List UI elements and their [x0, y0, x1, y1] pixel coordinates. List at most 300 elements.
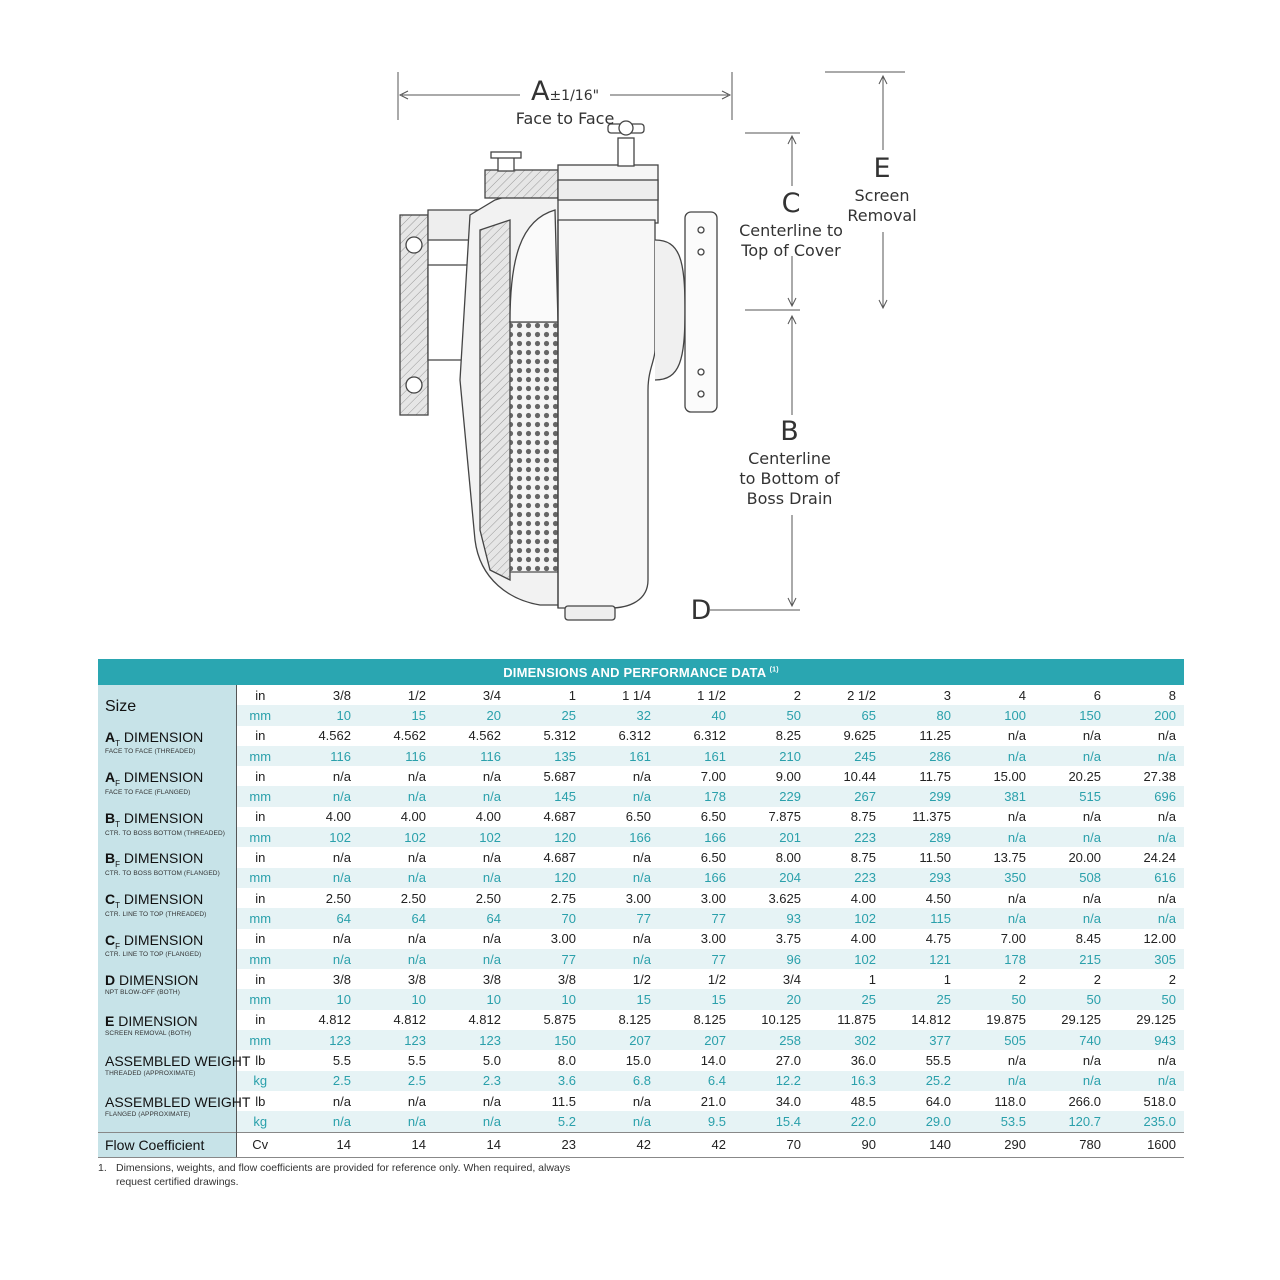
value-cell: 2.50: [434, 888, 509, 908]
value-cell: 115: [884, 908, 959, 928]
row-label-text: DIMENSION: [114, 1012, 198, 1029]
value-cell: 12.2: [734, 1071, 809, 1091]
value-cell: 305: [1109, 949, 1184, 969]
size-mm-cell: 15: [359, 705, 434, 725]
value-cell: 299: [884, 786, 959, 806]
unit-cell: in: [236, 969, 284, 989]
value-cell: 8.00: [734, 847, 809, 867]
row-label-text: ASSEMBLED WEIGHT: [105, 1093, 251, 1110]
value-cell: 2.75: [509, 888, 584, 908]
value-cell: n/a: [1109, 1071, 1184, 1091]
size-in-cell: 1: [509, 685, 584, 705]
value-cell: 27.38: [1109, 766, 1184, 786]
value-cell: n/a: [959, 746, 1034, 766]
size-in-cell: 2 1/2: [809, 685, 884, 705]
value-cell: n/a: [1109, 746, 1184, 766]
table-row: [98, 989, 1184, 1009]
row-label: [105, 972, 236, 988]
value-cell: 166: [659, 827, 734, 847]
value-cell: n/a: [359, 929, 434, 949]
value-cell: n/a: [959, 888, 1034, 908]
value-cell: 2.5: [284, 1071, 359, 1091]
table-title: [98, 659, 1184, 685]
value-cell: 5.312: [509, 726, 584, 746]
value-cell: 696: [1109, 786, 1184, 806]
table-row: [98, 1030, 1184, 1050]
dimension-c-description-line2: Top of Cover: [741, 240, 841, 260]
value-cell: 116: [359, 746, 434, 766]
value-cell: 223: [809, 868, 884, 888]
value-cell: 207: [584, 1030, 659, 1050]
value-cell: 123: [359, 1030, 434, 1050]
value-cell: 161: [659, 746, 734, 766]
dimension-e-description-line1: Screen: [854, 185, 910, 205]
row-label-cell: [98, 929, 236, 970]
value-cell: 120: [509, 868, 584, 888]
value-cell: 93: [734, 908, 809, 928]
value-cell: 3.00: [659, 929, 734, 949]
value-cell: n/a: [959, 908, 1034, 928]
value-cell: 5.2: [509, 1111, 584, 1132]
row-label-cell: [98, 807, 236, 848]
row-label: [105, 932, 236, 951]
value-cell: 207: [659, 1030, 734, 1050]
value-cell: n/a: [1109, 1050, 1184, 1070]
value-cell: 289: [884, 827, 959, 847]
value-cell: 178: [959, 949, 1034, 969]
unit-cell: mm: [236, 908, 284, 928]
value-cell: 505: [959, 1030, 1034, 1050]
value-cell: 23: [509, 1132, 584, 1157]
unit-cell: in: [236, 807, 284, 827]
dimension-d-letter: D: [690, 595, 712, 626]
dimension-e-label: [842, 152, 922, 226]
table-row: [98, 1010, 1184, 1030]
row-label-subscript: F: [115, 860, 121, 870]
row-label-note: CTR. LINE TO TOP (FLANGED): [105, 951, 202, 959]
value-cell: 1/2: [584, 969, 659, 989]
row-label: [105, 810, 236, 829]
value-cell: 10: [509, 989, 584, 1009]
unit-cell: mm: [236, 786, 284, 806]
value-cell: 258: [734, 1030, 809, 1050]
value-cell: n/a: [584, 1111, 659, 1132]
value-cell: 14: [284, 1132, 359, 1157]
value-cell: 780: [1034, 1132, 1109, 1157]
flow-coefficient-row: [98, 1132, 1184, 1157]
value-cell: 50: [959, 989, 1034, 1009]
value-cell: 6.4: [659, 1071, 734, 1091]
value-cell: 515: [1034, 786, 1109, 806]
value-cell: 150: [509, 1030, 584, 1050]
value-cell: 4.00: [809, 929, 884, 949]
value-cell: 29.125: [1034, 1010, 1109, 1030]
value-cell: 2.3: [434, 1071, 509, 1091]
value-cell: 4.562: [359, 726, 434, 746]
value-cell: 3.00: [584, 888, 659, 908]
value-cell: 7.00: [959, 929, 1034, 949]
value-cell: n/a: [959, 726, 1034, 746]
size-mm-cell: 10: [284, 705, 359, 725]
dimension-b-letter: B: [780, 416, 799, 447]
unit-cell: in: [236, 929, 284, 949]
row-label-letter: A: [105, 769, 116, 786]
value-cell: 64: [359, 908, 434, 928]
row-label-text: DIMENSION: [120, 728, 204, 745]
value-cell: 4.812: [434, 1010, 509, 1030]
unit-cell: mm: [236, 827, 284, 847]
value-cell: 166: [584, 827, 659, 847]
row-label-text: DIMENSION: [120, 850, 204, 867]
value-cell: n/a: [1034, 908, 1109, 928]
value-cell: 5.5: [284, 1050, 359, 1070]
value-cell: n/a: [359, 868, 434, 888]
strainer-cross-section-illustration: [380, 60, 940, 630]
value-cell: 20: [734, 989, 809, 1009]
row-label-subscript: F: [115, 778, 121, 788]
size-in-cell: 3/8: [284, 685, 359, 705]
value-cell: 518.0: [1109, 1091, 1184, 1111]
value-cell: 64.0: [884, 1091, 959, 1111]
value-cell: n/a: [1034, 746, 1109, 766]
dimension-c-label: [736, 187, 846, 261]
size-mm-cell: 65: [809, 705, 884, 725]
row-label-note: THREADED (APPROXIMATE): [105, 1070, 196, 1078]
value-cell: 5.5: [359, 1050, 434, 1070]
row-label-cell: [98, 766, 236, 807]
value-cell: n/a: [434, 1111, 509, 1132]
value-cell: 2.50: [359, 888, 434, 908]
value-cell: 4.687: [509, 847, 584, 867]
table-row: [98, 1050, 1184, 1070]
table-row: [98, 969, 1184, 989]
dimension-e-letter: E: [873, 153, 891, 184]
unit-cell: lb: [236, 1091, 284, 1111]
value-cell: 24.24: [1109, 847, 1184, 867]
value-cell: 10.125: [734, 1010, 809, 1030]
value-cell: n/a: [584, 929, 659, 949]
unit-cell: mm: [236, 1030, 284, 1050]
value-cell: 223: [809, 827, 884, 847]
unit-cell: mm: [236, 868, 284, 888]
value-cell: 4.687: [509, 807, 584, 827]
unit-cell: mm: [236, 989, 284, 1009]
footnote-number: 1.: [98, 1162, 107, 1174]
row-label-letter: B: [105, 809, 116, 826]
value-cell: n/a: [434, 868, 509, 888]
value-cell: 4.00: [359, 807, 434, 827]
dimension-e-description-line2: Removal: [847, 205, 917, 225]
row-label: [105, 850, 236, 869]
value-cell: n/a: [434, 766, 509, 786]
value-cell: 4.75: [884, 929, 959, 949]
value-cell: 11.875: [809, 1010, 884, 1030]
value-cell: 77: [659, 949, 734, 969]
value-cell: 25: [809, 989, 884, 1009]
value-cell: 70: [509, 908, 584, 928]
value-cell: 64: [284, 908, 359, 928]
value-cell: 3/8: [509, 969, 584, 989]
value-cell: 102: [434, 827, 509, 847]
table-row: [98, 766, 1184, 786]
value-cell: n/a: [434, 929, 509, 949]
value-cell: 9.5: [659, 1111, 734, 1132]
row-label-subscript: T: [115, 738, 121, 748]
value-cell: 64: [434, 908, 509, 928]
size-mm-cell: 200: [1109, 705, 1184, 725]
value-cell: n/a: [959, 807, 1034, 827]
value-cell: n/a: [359, 766, 434, 786]
unit-cell: kg: [236, 1071, 284, 1091]
value-cell: 6.312: [659, 726, 734, 746]
row-label-cell: [98, 1091, 251, 1132]
value-cell: 293: [884, 868, 959, 888]
value-cell: 8.0: [509, 1050, 584, 1070]
value-cell: 120: [509, 827, 584, 847]
size-label-cell: [98, 685, 236, 726]
value-cell: n/a: [284, 1091, 359, 1111]
value-cell: 145: [509, 786, 584, 806]
value-cell: 1600: [1109, 1132, 1184, 1157]
value-cell: 350: [959, 868, 1034, 888]
value-cell: n/a: [1034, 726, 1109, 746]
value-cell: n/a: [359, 847, 434, 867]
value-cell: 102: [809, 949, 884, 969]
value-cell: 3.00: [659, 888, 734, 908]
value-cell: 12.00: [1109, 929, 1184, 949]
value-cell: 3/4: [734, 969, 809, 989]
row-label-letter: E: [105, 1012, 115, 1029]
value-cell: 77: [509, 949, 584, 969]
value-cell: 377: [884, 1030, 959, 1050]
value-cell: 229: [734, 786, 809, 806]
table-row: [98, 929, 1184, 949]
value-cell: 25.2: [884, 1071, 959, 1091]
row-label-cell: [98, 1050, 251, 1091]
value-cell: 29.0: [884, 1111, 959, 1132]
row-label: [105, 769, 236, 788]
value-cell: 2.5: [359, 1071, 434, 1091]
value-cell: n/a: [284, 786, 359, 806]
row-label-text: DIMENSION: [120, 809, 204, 826]
size-in-cell: 8: [1109, 685, 1184, 705]
value-cell: 2: [959, 969, 1034, 989]
value-cell: 8.25: [734, 726, 809, 746]
value-cell: 2: [1109, 969, 1184, 989]
value-cell: 120.7: [1034, 1111, 1109, 1132]
row-label-text: DIMENSION: [120, 890, 204, 907]
value-cell: n/a: [434, 847, 509, 867]
value-cell: 9.625: [809, 726, 884, 746]
value-cell: 201: [734, 827, 809, 847]
value-cell: 1: [809, 969, 884, 989]
value-cell: 210: [734, 746, 809, 766]
value-cell: 4.812: [359, 1010, 434, 1030]
value-cell: n/a: [284, 929, 359, 949]
unit-cell: in: [236, 766, 284, 786]
value-cell: 123: [434, 1030, 509, 1050]
value-cell: n/a: [1109, 726, 1184, 746]
table-row: [98, 726, 1184, 746]
size-mm-cell: 20: [434, 705, 509, 725]
value-cell: 6.8: [584, 1071, 659, 1091]
unit-cell: in: [236, 726, 284, 746]
value-cell: 8.75: [809, 807, 884, 827]
value-cell: 15: [659, 989, 734, 1009]
value-cell: 302: [809, 1030, 884, 1050]
value-cell: 48.5: [809, 1091, 884, 1111]
size-mm-row: [98, 705, 1184, 725]
row-label-letter: B: [105, 850, 116, 867]
value-cell: n/a: [359, 1091, 434, 1111]
value-cell: 4.50: [884, 888, 959, 908]
value-cell: 19.875: [959, 1010, 1034, 1030]
value-cell: 6.312: [584, 726, 659, 746]
row-label: [105, 1013, 236, 1029]
unit-cell: in: [236, 888, 284, 908]
value-cell: 204: [734, 868, 809, 888]
table-row: [98, 868, 1184, 888]
value-cell: 6.50: [659, 847, 734, 867]
row-label-cell: [98, 969, 236, 1010]
value-cell: 11.375: [884, 807, 959, 827]
value-cell: 102: [809, 908, 884, 928]
value-cell: 4.562: [434, 726, 509, 746]
value-cell: 4.812: [284, 1010, 359, 1030]
row-label-note: SCREEN REMOVAL (BOTH): [105, 1029, 192, 1037]
value-cell: 123: [284, 1030, 359, 1050]
dimension-c-letter: C: [781, 188, 801, 219]
value-cell: 42: [659, 1132, 734, 1157]
row-label-text: DIMENSION: [120, 931, 204, 948]
value-cell: n/a: [284, 949, 359, 969]
table-title-footnote-ref: (1): [769, 666, 779, 674]
value-cell: 3/8: [434, 969, 509, 989]
dimension-b-description-line3: Boss Drain: [746, 488, 833, 508]
size-in-cell: 3: [884, 685, 959, 705]
value-cell: 11.5: [509, 1091, 584, 1111]
value-cell: 6.50: [584, 807, 659, 827]
row-label-note: FACE TO FACE (THREADED): [105, 748, 196, 756]
flow-coefficient-label-cell: [98, 1132, 236, 1157]
value-cell: 25: [884, 989, 959, 1009]
value-cell: 118.0: [959, 1091, 1034, 1111]
unit-cell: lb: [236, 1050, 284, 1070]
unit-cell: Cv: [236, 1132, 284, 1157]
table-row: [98, 888, 1184, 908]
value-cell: n/a: [434, 786, 509, 806]
value-cell: 1/2: [659, 969, 734, 989]
value-cell: n/a: [959, 827, 1034, 847]
value-cell: 90: [809, 1132, 884, 1157]
table-row: [98, 1071, 1184, 1091]
value-cell: n/a: [284, 868, 359, 888]
value-cell: 235.0: [1109, 1111, 1184, 1132]
value-cell: 15.0: [584, 1050, 659, 1070]
value-cell: n/a: [1109, 827, 1184, 847]
value-cell: 3.75: [734, 929, 809, 949]
value-cell: n/a: [284, 847, 359, 867]
value-cell: n/a: [584, 786, 659, 806]
value-cell: n/a: [1034, 888, 1109, 908]
value-cell: 36.0: [809, 1050, 884, 1070]
value-cell: 5.687: [509, 766, 584, 786]
size-unit-in: in: [236, 685, 284, 705]
unit-cell: in: [236, 1010, 284, 1030]
row-label-letter: A: [105, 728, 116, 745]
row-label-subscript: T: [115, 900, 121, 910]
value-cell: 10: [434, 989, 509, 1009]
footnote: [98, 1161, 698, 1189]
value-cell: 116: [284, 746, 359, 766]
row-label-cell: [98, 1010, 236, 1051]
value-cell: 3/8: [284, 969, 359, 989]
row-label-letter: C: [105, 890, 116, 907]
value-cell: 14.812: [884, 1010, 959, 1030]
row-label-note: FACE TO FACE (FLANGED): [105, 788, 191, 796]
row-label-note: CTR. TO BOSS BOTTOM (THREADED): [105, 829, 226, 837]
value-cell: 15.4: [734, 1111, 809, 1132]
unit-cell: kg: [236, 1111, 284, 1132]
value-cell: n/a: [434, 1091, 509, 1111]
value-cell: 3.625: [734, 888, 809, 908]
dimension-a-letter: A: [530, 76, 550, 107]
value-cell: 15: [584, 989, 659, 1009]
row-label-note: NPT BLOW-OFF (BOTH): [105, 989, 180, 997]
value-cell: 10.44: [809, 766, 884, 786]
value-cell: 135: [509, 746, 584, 766]
value-cell: 245: [809, 746, 884, 766]
size-mm-cell: 40: [659, 705, 734, 725]
row-label-letter: C: [105, 931, 116, 948]
dimension-b-description-line1: Centerline: [748, 448, 831, 468]
value-cell: 2.50: [284, 888, 359, 908]
value-cell: 740: [1034, 1030, 1109, 1050]
row-label: [105, 729, 236, 748]
value-cell: 50: [1109, 989, 1184, 1009]
value-cell: 22.0: [809, 1111, 884, 1132]
value-cell: n/a: [359, 1111, 434, 1132]
size-mm-cell: 32: [584, 705, 659, 725]
dimension-a-description: Face to Face: [515, 108, 615, 128]
table-row: [98, 949, 1184, 969]
value-cell: 8.75: [809, 847, 884, 867]
size-in-cell: 4: [959, 685, 1034, 705]
row-label-cell: [98, 847, 236, 888]
value-cell: n/a: [1034, 1050, 1109, 1070]
value-cell: 2: [1034, 969, 1109, 989]
value-cell: n/a: [584, 847, 659, 867]
value-cell: 14: [434, 1132, 509, 1157]
value-cell: 4.00: [809, 888, 884, 908]
value-cell: 29.125: [1109, 1010, 1184, 1030]
size-mm-cell: 25: [509, 705, 584, 725]
size-unit-mm: mm: [236, 705, 284, 725]
value-cell: 77: [584, 908, 659, 928]
value-cell: 286: [884, 746, 959, 766]
value-cell: 10: [359, 989, 434, 1009]
value-cell: n/a: [1109, 908, 1184, 928]
value-cell: n/a: [1109, 807, 1184, 827]
value-cell: 161: [584, 746, 659, 766]
value-cell: n/a: [359, 786, 434, 806]
value-cell: 70: [734, 1132, 809, 1157]
size-in-cell: 1 1/4: [584, 685, 659, 705]
value-cell: n/a: [1034, 827, 1109, 847]
dimension-b-description-line2: to Bottom of: [739, 468, 840, 488]
value-cell: 8.125: [584, 1010, 659, 1030]
value-cell: 102: [284, 827, 359, 847]
